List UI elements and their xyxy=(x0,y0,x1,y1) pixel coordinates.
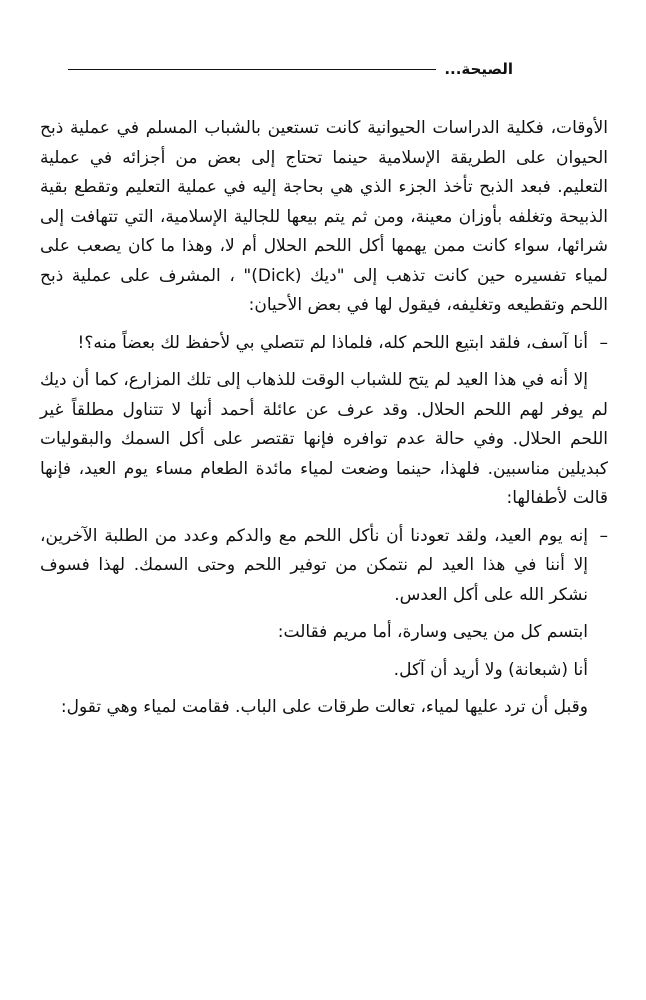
paragraph-3: ابتسم كل من يحيى وسارة، أما مريم فقالت: xyxy=(277,622,588,642)
header-rule xyxy=(68,69,436,70)
running-header xyxy=(68,58,513,80)
paragraph-4: أنا (شبعانة) ولا أريد أن آكل. xyxy=(393,659,588,680)
paragraph-2: إلا أنه في هذا العيد لم يتح للشباب الوقت للذهاب إلى تلك المزارع، كما أن ديك لم يوفر لهم اللحم الحلال. وقد عرف عن عائلة أحمد أنها لا تتناول مطلقاً غير اللحم الحلال. وفي حالة عدم توافره فإنها تقتصر على أكل السمك والبقوليات كبديلين مناسبين. فلهذا، حينما وضعت لمياء مائدة الطعام مساء يوم العيد، فإنها قالت لأطفالها: xyxy=(40,370,608,508)
dialogue-2 xyxy=(40,522,608,611)
dialogue-dash: – xyxy=(599,525,608,546)
dialogue-2-text: إنه يوم العيد، ولقد تعودنا أن نأكل اللحم مع والدكم وعدد من الطلبة الآخرين، إلا أننا في هذا العيد لم نتمكن من توفير اللحم وحتى السمك. لهذا فسوف نشكر الله على أكل العدس. xyxy=(40,525,588,605)
paragraph-1 xyxy=(40,114,608,321)
dialogue-1-text: أنا آسف، فلقد ابتيع اللحم كله، فلماذا لم تتصلي بي لأحفظ لك بعضاً منه؟! xyxy=(77,332,588,353)
dialogue-1 xyxy=(40,329,608,359)
header-title: الصيحة... xyxy=(444,60,513,78)
body-text xyxy=(40,114,608,723)
paragraph-1-text-b: " ، المشرف على عملية ذبح اللحم وتقطيعه وتغليفه، فيقول لها في بعض الأحيان: xyxy=(40,265,608,315)
paragraph-1-latin: (Dick) xyxy=(251,265,302,286)
paragraph-5: وقبل أن ترد عليها لمياء، تعالت طرقات على الباب. فقامت لمياء وهي تقول: xyxy=(60,697,588,717)
paragraph-1-text-a: الأوقات، فكلية الدراسات الحيوانية كانت تستعين بالشباب المسلم في عملية ذبح الحيوان على الطريقة الإسلامية حينما تحتاج إلى بعض من أجزائه في عملية التعليم. فبعد الذبح تأخذ الجزء الذي هي بحاجة إليه في عملية التعليم وتقطع بقية الذبيحة وتغلفه بأوزان معينة، ومن ثم يتم بيعها للجالية الإسلامية، التي تتهافت إلى شرائها، سواء كانت ممن يهمها أكل اللحم الحلال أم لا، وهذا ما كان يصعب على لمياء تفسيره حين كانت تذهب إلى "ديك xyxy=(40,118,608,286)
dialogue-dash: – xyxy=(599,332,608,353)
